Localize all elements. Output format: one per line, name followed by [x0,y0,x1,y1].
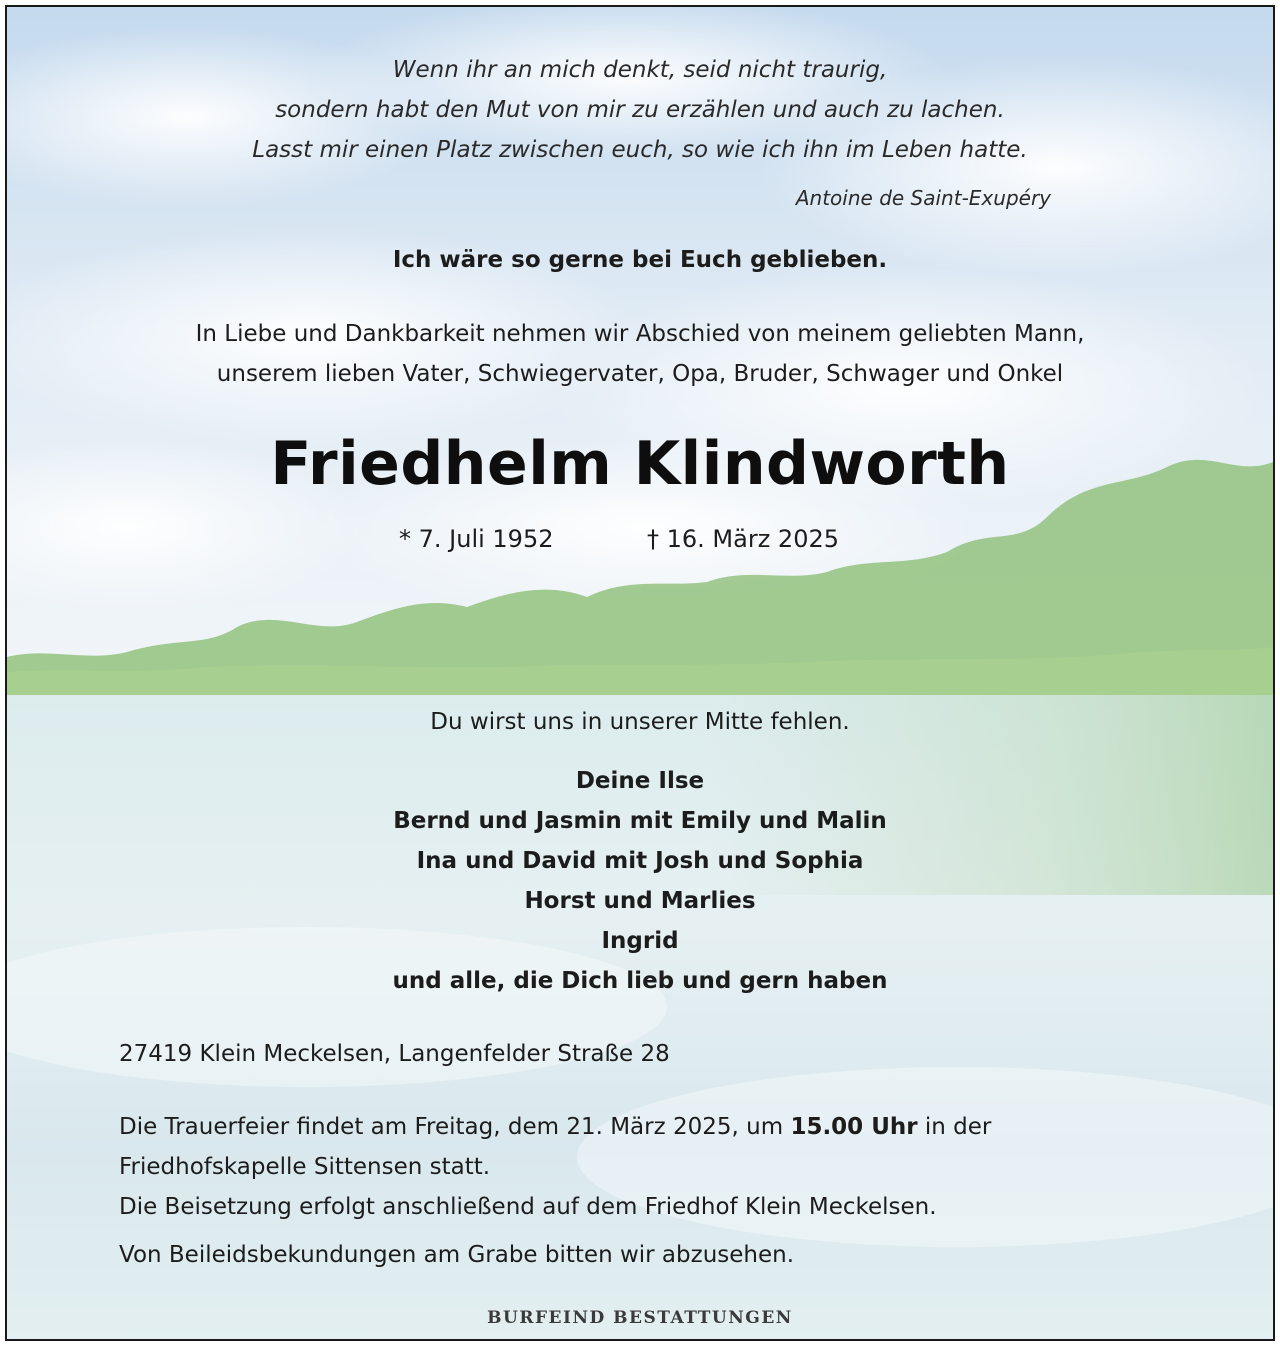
obituary-frame [5,5,1275,1341]
deceased-name: Friedhelm Klindworth [270,429,1010,499]
intro-line-1: In Liebe und Dankbarkeit nehmen wir Abschied von meinem geliebten Mann, [195,321,1085,347]
obituary-content [7,7,1273,1339]
quote-line-2: sondern habt den Mut von mir zu erzählen und auch zu lachen. [275,97,1005,123]
birth-date: * 7. Juli 1952 [399,525,554,553]
death-date: † 16. März 2025 [647,525,840,553]
mourner-4: Horst und Marlies [524,888,756,914]
closing-line: Du wirst uns in unserer Mitte fehlen. [430,709,850,735]
mourner-6: und alle, die Dich lieb und gern haben [392,968,888,994]
mourner-3: Ina und David mit Josh und Sophia [416,848,864,874]
address: 27419 Klein Meckelsen, Langenfelder Straße 28 [119,1041,670,1067]
ceremony-time: 15.00 Uhr [790,1114,918,1140]
quote-author: Antoine de Saint-Exupéry [795,186,1051,210]
ceremony-line-1-text: Die Trauerfeier findet am Freitag, dem 21. März 2025, um [119,1114,791,1140]
funeral-home-logo: BURFEIND BESTATTUNGEN [487,1308,793,1328]
mourner-1: Deine Ilse [575,768,705,794]
mourner-5: Ingrid [601,928,679,954]
ceremony-line-1 [119,1114,991,1140]
quote-line-3: Lasst mir einen Platz zwischen euch, so wie ich ihn im Leben hatte. [252,137,1028,163]
quote-line-1: Wenn ihr an mich denkt, seid nicht traurig, [392,57,888,83]
ceremony-line-2: Friedhofskapelle Sittensen statt. [119,1154,491,1180]
ceremony-line-3: Die Beisetzung erfolgt anschließend auf dem Friedhof Klein Meckelsen. [119,1194,937,1220]
intro-line-2: unserem lieben Vater, Schwiegervater, Opa, Bruder, Schwager und Onkel [216,361,1064,387]
mourner-2: Bernd und Jasmin mit Emily und Malin [393,808,887,834]
ceremony-line-1-end: in der [917,1114,992,1140]
ceremony-line-4: Von Beileidsbekundungen am Grabe bitten wir abzusehen. [119,1242,795,1268]
lead-text: Ich wäre so gerne bei Euch geblieben. [392,247,888,273]
